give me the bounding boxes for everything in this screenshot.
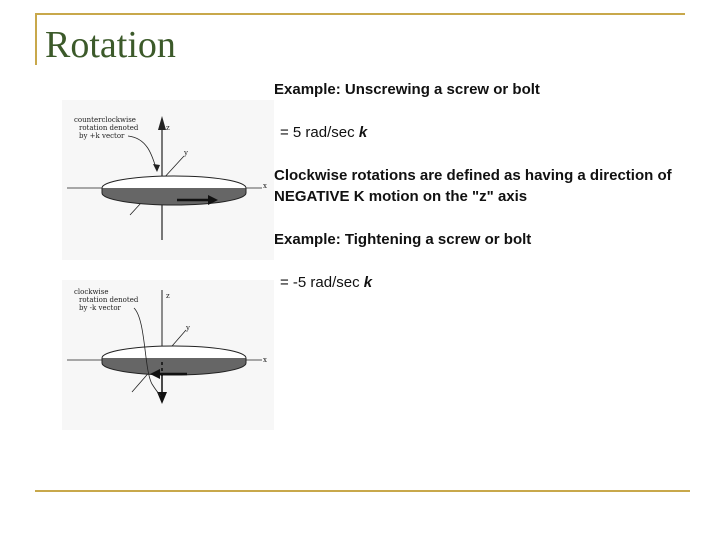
top-rule xyxy=(35,13,685,15)
label-pointer xyxy=(128,136,156,168)
figure-top-z-label: z xyxy=(166,124,170,132)
counterclockwise-figure xyxy=(62,100,274,260)
counterclockwise-diagram xyxy=(62,100,274,260)
pointer-arrowhead xyxy=(153,164,160,172)
z-arrowhead xyxy=(158,116,166,130)
figure-top-label-1: counterclockwise xyxy=(74,116,136,124)
figure-top-label-2: rotation denoted xyxy=(79,124,139,132)
negative-rate-value: = -5 rad/sec xyxy=(280,274,360,291)
disk-edge xyxy=(102,188,246,205)
figure-top-x-label: x xyxy=(263,182,267,190)
clockwise-diagram xyxy=(62,280,274,430)
negative-rate-unit: k xyxy=(363,274,373,291)
positive-rate xyxy=(274,122,684,143)
positive-rate-unit: k xyxy=(358,124,368,141)
figure-bottom-x-label: x xyxy=(263,356,267,364)
figure-top-y-label: y xyxy=(184,149,188,157)
negative-rate xyxy=(274,272,684,293)
bottom-rule xyxy=(35,490,690,492)
figure-top-label-3: by +k vector xyxy=(79,132,125,140)
figure-bottom-z-label: z xyxy=(166,292,170,300)
figure-bottom-label-3: by -k vector xyxy=(79,304,121,312)
example-unscrewing: Example: Unscrewing a screw or bolt xyxy=(274,81,540,98)
content-text xyxy=(274,79,684,293)
example-tightening: Example: Tightening a screw or bolt xyxy=(274,231,532,248)
clockwise-definition: Clockwise rotations are defined as having a direction of NEGATIVE K motion on the "z" axis xyxy=(274,167,672,205)
figure-bottom-label-1: clockwise xyxy=(74,288,109,296)
clockwise-figure xyxy=(62,280,274,430)
slide-title: Rotation xyxy=(45,24,176,66)
disk-edge xyxy=(102,358,246,375)
positive-rate-value: = 5 rad/sec xyxy=(280,124,355,141)
left-rule xyxy=(35,13,37,65)
figure-bottom-label-2: rotation denoted xyxy=(79,296,139,304)
figure-bottom-y-label: y xyxy=(186,324,190,332)
